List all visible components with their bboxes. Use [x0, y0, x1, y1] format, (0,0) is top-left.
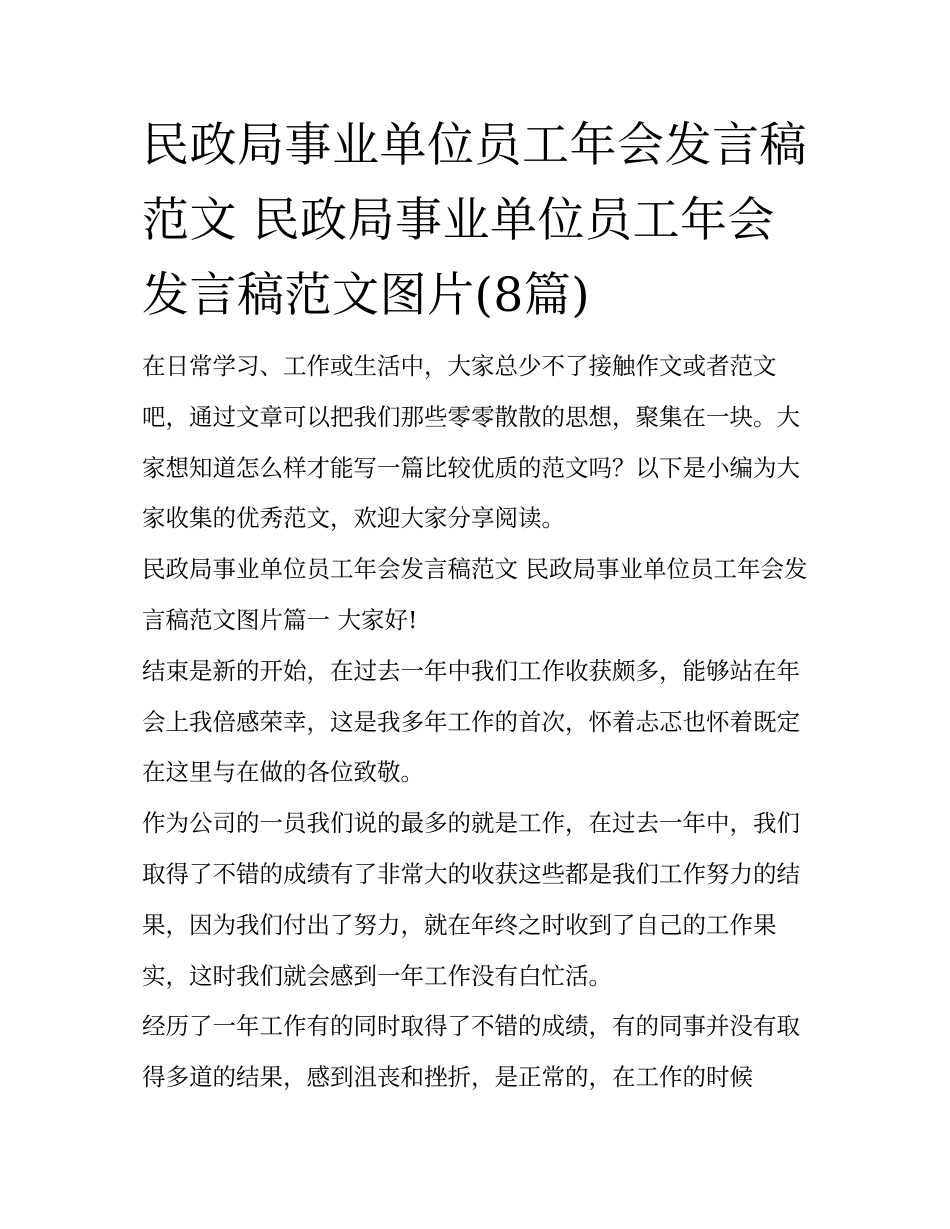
paragraph-1: 结束是新的开始，在过去一年中我们工作收获颇多，能够站在年会上我倍感荣幸，这是我多年工作的首次，怀着忐忑也怀着既定在这里与在做的各位致敬。 — [142, 656, 800, 787]
paragraph-3: 经历了一年工作有的同时取得了不错的成绩，有的同事并没有取得多道的结果，感到沮丧和挫折，是正常的，在工作的时候 — [142, 1012, 800, 1092]
paragraph-section-heading: 民政局事业单位员工年会发言稿范文 民政局事业单位员工年会发言稿范文图片篇一 大家好! — [142, 555, 808, 634]
document-body — [142, 341, 814, 1103]
document-title: 民政局事业单位员工年会发言稿范文 民政局事业单位员工年会发言稿范文图片(8篇) — [142, 118, 807, 323]
paragraph-intro: 在日常学习、工作或生活中，大家总少不了接触作文或者范文吧，通过文章可以把我们那些零零散散的思想，聚集在一块。大家想知道怎么样才能写一篇比较优质的范文吗？以下是小编为大家收集的优秀范文，欢迎大家分享阅读。 — [142, 352, 800, 533]
paragraph-2: 作为公司的一员我们说的最多的就是工作，在过去一年中，我们取得了不错的成绩有了非常大的收获这些都是我们工作努力的结果，因为我们付出了努力，就在年终之时收到了自己的工作果实，这时我们就会感到一年工作没有白忙活。 — [142, 809, 800, 990]
document-content — [142, 108, 814, 1103]
